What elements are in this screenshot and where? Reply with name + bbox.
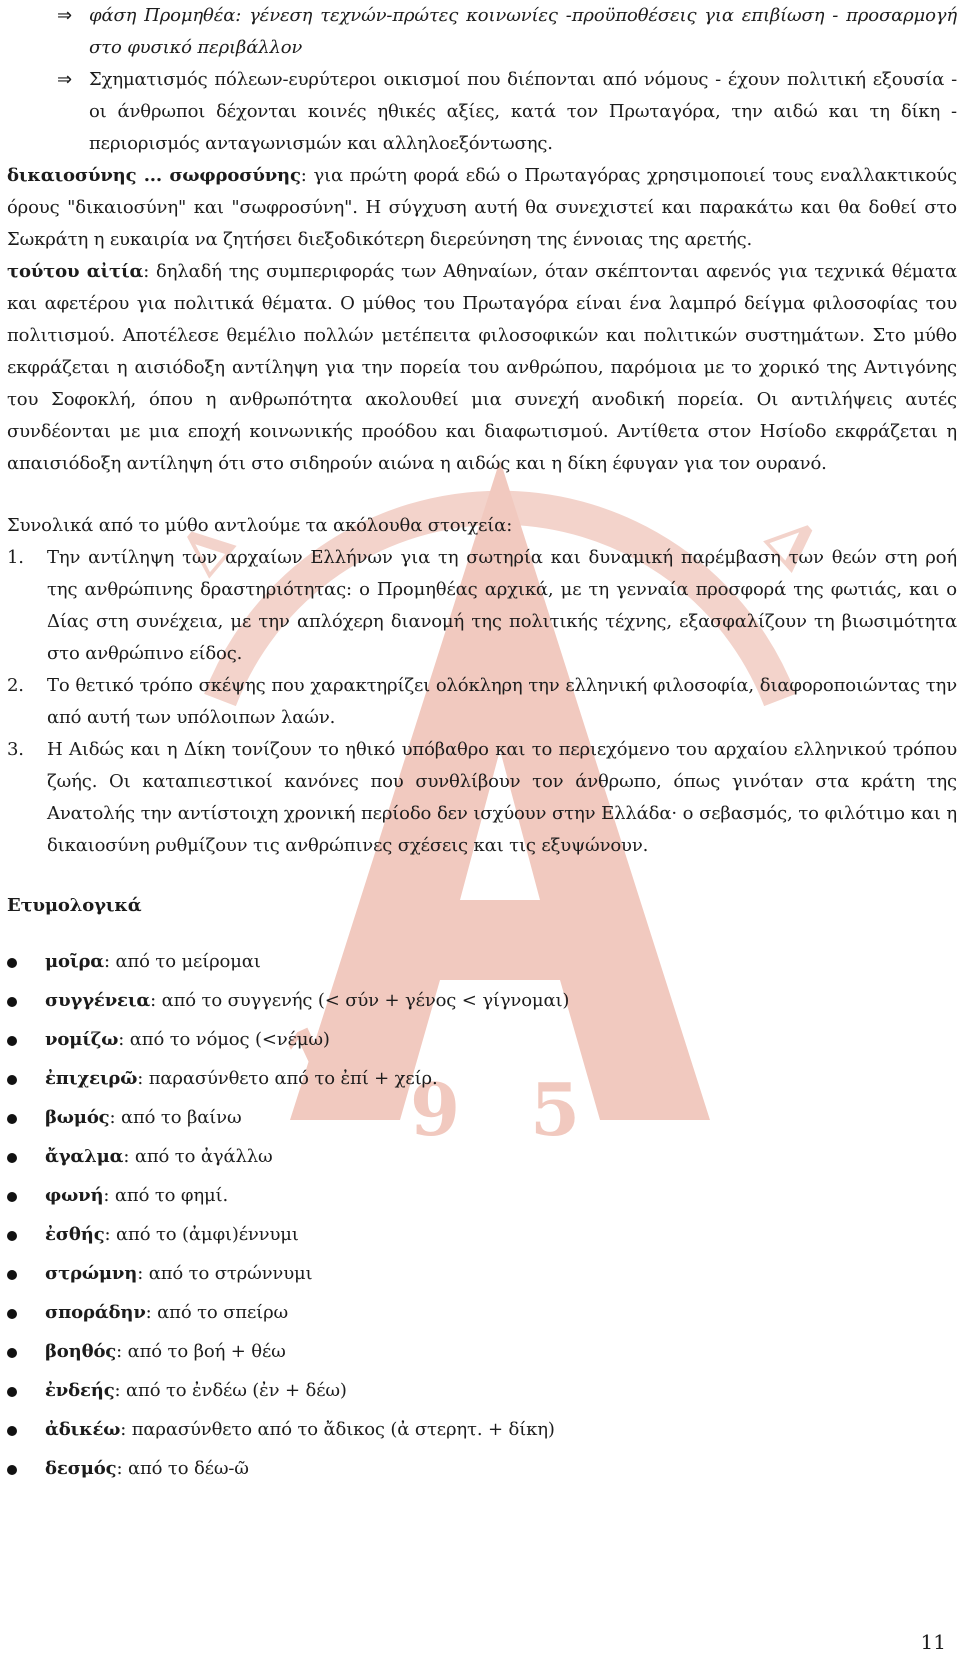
bullet-icon [7,1153,17,1163]
point-number: 3. [7,739,24,760]
point-text: Την αντίληψη των αρχαίων Ελλήνων για τη σωτηρία και δυναμική παρέμβαση των θεών στη ροή της ανθρώπινης δραστηριότητας: ο Προμηθέας αρχικά, με τη γενναία προσφορά της φωτιάς, και ο Δίας στη συνέχεια, με την απλόχερη διανομή της πολιτικής τέχνης, εξασφαλίζουν τη βιωσιμότητα στο ανθρώπινο είδος. [47,547,957,664]
watermark-digit: 1 [271,1007,353,1106]
bullet-icon [7,1270,17,1280]
bullet-icon [7,1348,17,1358]
etymology-item [7,1336,957,1375]
point-number: 1. [7,547,24,568]
etymology-term: βωμός [45,1107,110,1128]
etymology-term: ἐσθής [45,1224,105,1245]
etymology-term: φωνή [45,1185,104,1206]
etymology-list [7,946,957,1492]
etymology-item [7,985,957,1024]
numbered-point [7,734,957,862]
etymology-text: : από το (ἀμφι)έννυμι [104,1224,299,1245]
etymology-item [7,1024,957,1063]
bullet-icon [7,1114,17,1124]
point-text: Η Αιδώς και η Δίκη τονίζουν το ηθικό υπόβαθρο και το περιεχόμενο του αρχαίου ελληνικού τρόπου ζωής. Οι καταπιεστικοί κανόνες που συνθλίβουν τον άνθρωπο, όπως γινόταν στα κράτη της Ανατολής την αντίστοιχη χρονική περίοδο δεν ισχύουν στην Ελλάδα· ο σεβασμός, το φιλότιμο και η δικαιοσύνη ρυθμίζουν τις ανθρώπινες σχέσεις και τις εξυψώνουν. [47,739,957,856]
etymology-text: : από το στρώννυμι [137,1263,313,1284]
etymology-term: ἀδικέω [45,1419,121,1440]
point-text: Το θετικό τρόπο σκέψης που χαρακτηρίζει ολόκληρη την ελληνική φιλοσοφία, διαφοροποιώντας την από αυτή των υπόλοιπων λαών. [47,675,957,728]
etymology-term: βοηθός [45,1341,117,1362]
arrow-item-text: φάση Προμηθέα: γένεση τεχνών-πρώτες κοινωνίες -προϋποθέσεις για επιβίωση - προσαρμογή στο φυσικό περιβάλλον [89,5,957,58]
etymology-item [7,1414,957,1453]
bullet-icon [7,1075,17,1085]
etymology-item [7,1258,957,1297]
bullet-icon [7,1231,17,1241]
bullet-icon [7,1309,17,1319]
bullet-icon [7,1192,17,1202]
etymology-item [7,1219,957,1258]
etymology-term: ἄγαλμα [45,1146,124,1167]
arrow-list-item [7,0,957,64]
etymology-term: δεσμός [45,1458,117,1479]
note-paragraph [7,160,957,256]
summary-intro: Συνολικά από το μύθο αντλούμε τα ακόλουθα στοιχεία: [7,515,513,536]
etymology-item [7,1063,957,1102]
etymology-item [7,1141,957,1180]
page-content [7,0,957,1492]
etymology-item [7,1453,957,1492]
etymology-term: στρώμνη [45,1263,138,1284]
double-arrow-icon: ⇒ [57,69,72,90]
watermark-digit: 0 [622,1018,705,1117]
etymology-item [7,946,957,985]
arrow-list-item [7,64,957,160]
bullet-icon [7,1036,17,1046]
point-number: 2. [7,675,24,696]
etymology-item [7,1375,957,1414]
bullet-icon [7,958,17,968]
etymology-text: : από το μείρομαι [103,951,261,972]
arrow-item-text: Σχηματισμός πόλεων-ευρύτεροι οικισμοί που διέπονται από νόμους - έχουν πολιτική εξουσία - οι άνθρωποι δέχονται κοινές ηθικές αξίες, κατά τον Πρωταγόρα, την αιδώ και τη δίκη - περιορισμός ανταγωνισμών και αλληλοεξόντωσης. [89,69,957,154]
bullet-icon [7,997,17,1007]
etymology-heading: Ετυμολογικά [7,895,142,916]
etymology-text: : από το βαίνω [109,1107,242,1128]
note-term: δικαιοσύνης ... σωφροσύνης [7,165,301,186]
svg-text:Δ: Δ [165,508,250,590]
etymology-text: : από το ἀγάλλω [123,1146,273,1167]
etymology-term: σποράδην [45,1302,146,1323]
etymology-text: : από το σπείρω [145,1302,289,1323]
double-arrow-icon: ⇒ [57,5,72,26]
watermark-digit: 9 [410,1067,461,1152]
note-term: τούτου αἰτία [7,261,144,282]
etymology-text: : από το δέω-ῶ [116,1458,249,1479]
etymology-text: : από το ἐνδέω (ἐν + δέω) [114,1380,347,1401]
numbered-point [7,542,957,670]
etymology-text: : από το νόμος (<νέμω) [118,1029,330,1050]
etymology-text: : παρασύνθετο από το ἄδικος (ἀ στερητ. + δίκη) [120,1419,555,1440]
etymology-text: : από το φημί. [103,1185,229,1206]
etymology-text: : από το βοή + θέω [116,1341,286,1362]
watermark-digit: 5 [530,1067,581,1152]
etymology-text: : από το συγγενής (< σύν + γένος < γίγνομαι) [150,990,570,1011]
etymology-term: νομίζω [45,1029,119,1050]
etymology-term: συγγένεια [45,990,151,1011]
etymology-term: ἐνδεής [45,1380,115,1401]
bullet-icon [7,1465,17,1475]
note-text: : δηλαδή της συμπεριφοράς των Αθηναίων, όταν σκέπτονται αφενός για τεχνικά θέματα και αφετέρου για πολιτικά θέματα. Ο μύθος του Πρωταγόρα είναι ένα λαμπρό δείγμα φιλοσοφίας του πολιτισμού. Αποτέλεσε θεμέλιο πολλών μετέπειτα φιλοσοφικών και πολιτικών συστημάτων. Στο μύθο εκφράζεται η αισιόδοξη αντίληψη για την πορεία του ανθρώπου, παρόμοια με το χορικό της Αντιγόνης του Σοφοκλή, όπου η ανθρωπότητα ακολουθεί μια συνεχή ανοδική πορεία. Οι αντιλήψεις αυτές συνδέονται με μια εποχή κοινωνικής προόδου και διαφωτισμού. Αντίθετα στον Ησίοδο εκφράζεται η απαισιόδοξη αντίληψη ότι στο σιδηρούν αιώνα η αιδώς και η δίκη έφυγαν για τον ουρανό. [7,261,957,474]
svg-text:Δ: Δ [750,503,835,585]
etymology-term: ἐπιχειρῶ [45,1068,138,1089]
numbered-point [7,670,957,734]
etymology-item [7,1297,957,1336]
note-text: : για πρώτη φορά εδώ ο Πρωταγόρας χρησιμοποιεί τους εναλλακτικούς όρους "δικαιοσύνη" και "σωφροσύνη". Η σύγχυση αυτή θα συνεχιστεί και παρακάτω και θα δοθεί στο Σωκράτη η ευκαιρία να ζητήσει διεξοδικότερη διερεύνηση της έννοιας της αρετής. [7,165,957,250]
note-paragraph [7,256,957,480]
etymology-text: : παρασύνθετο από το ἐπί + χείρ. [137,1068,438,1089]
bullet-icon [7,1426,17,1436]
etymology-term: μοῖρα [45,951,104,972]
summary-points-list [7,542,957,862]
etymology-item [7,1102,957,1141]
bullet-icon [7,1387,17,1397]
page-number: 11 [920,1630,946,1654]
etymology-item [7,1180,957,1219]
